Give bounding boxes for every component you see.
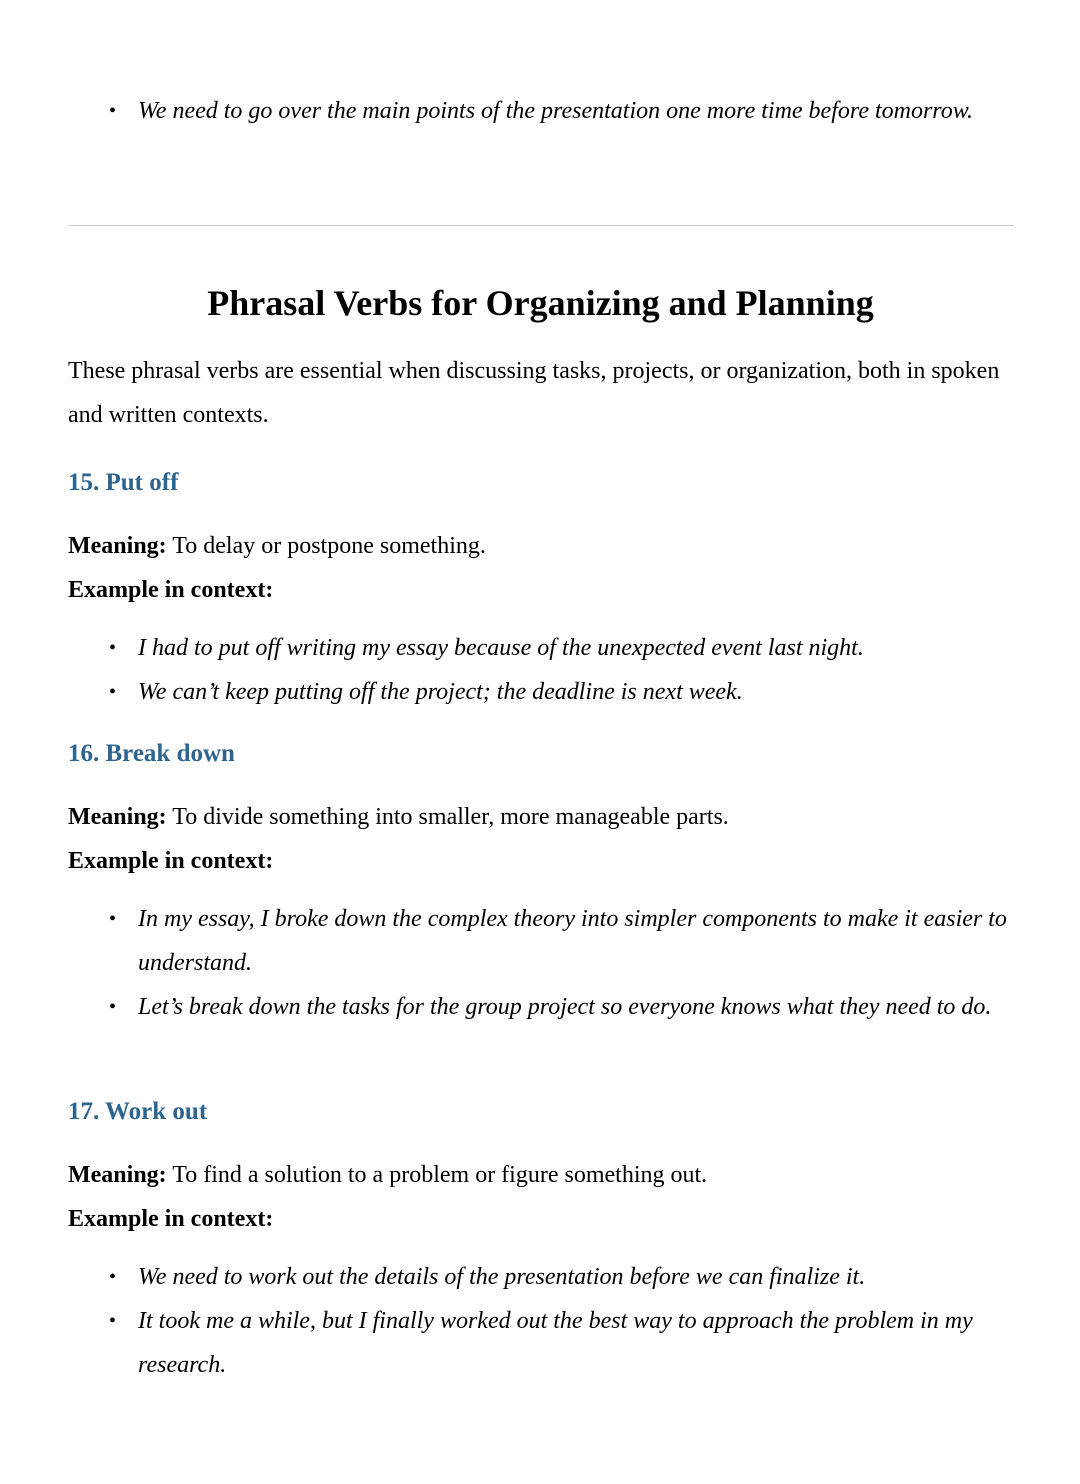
horizontal-divider [68, 225, 1013, 226]
phrasal-verb-heading: 17. Work out [68, 1098, 208, 1125]
example-item [68, 985, 1013, 1029]
example-list [68, 626, 1013, 714]
example-item [68, 897, 1013, 985]
example-label: Example in context: [68, 577, 274, 603]
meaning-text: To find a solution to a problem or figure something out. [172, 1162, 708, 1188]
example-text: I had to put off writing my essay because of the unexpected event last night. [138, 635, 864, 661]
example-item [68, 1255, 1013, 1299]
phrasal-verb-section [68, 1097, 1013, 1387]
bullet-icon: • [109, 908, 117, 930]
previous-section-examples [68, 89, 1013, 133]
section-title: Phrasal Verbs for Organizing and Planning [207, 283, 874, 323]
bullet-icon: • [109, 1266, 117, 1288]
meaning-label: Meaning: [68, 804, 167, 830]
bullet-icon: • [109, 996, 117, 1018]
phrasal-verb-section [68, 468, 1013, 714]
meaning-label: Meaning: [68, 533, 167, 559]
example-label: Example in context: [68, 848, 274, 874]
example-list [68, 89, 1013, 133]
example-list [68, 897, 1013, 1029]
bullet-icon: • [109, 100, 117, 122]
example-list [68, 1255, 1013, 1387]
phrasal-verb-heading: 16. Break down [68, 740, 235, 767]
meaning-line [68, 795, 1013, 839]
meaning-text: To delay or postpone something. [172, 533, 486, 559]
example-label: Example in context: [68, 1206, 274, 1232]
example-item [68, 670, 1013, 714]
meaning-line [68, 524, 1013, 568]
bullet-icon: • [109, 1310, 117, 1332]
example-text: Let’s break down the tasks for the group project so everyone knows what they need to do. [138, 994, 992, 1020]
intro-paragraph: These phrasal verbs are essential when discussing tasks, projects, or organization, both in spoken and written contexts. [68, 358, 1000, 428]
bullet-icon: • [109, 637, 117, 659]
example-text: We can’t keep putting off the project; the deadline is next week. [138, 679, 743, 705]
example-text: We need to go over the main points of the presentation one more time before tomorrow. [138, 98, 973, 124]
example-text: We need to work out the details of the presentation before we can finalize it. [138, 1264, 866, 1290]
example-text: It took me a while, but I finally worked out the best way to approach the problem in my research. [138, 1308, 973, 1378]
phrasal-verb-section [68, 739, 1013, 1029]
meaning-label: Meaning: [68, 1162, 167, 1188]
phrasal-verb-heading: 15. Put off [68, 469, 179, 496]
example-item [68, 89, 1013, 133]
meaning-text: To divide something into smaller, more manageable parts. [172, 804, 729, 830]
example-item [68, 1299, 1013, 1387]
bullet-icon: • [109, 681, 117, 703]
meaning-line [68, 1153, 1013, 1197]
example-item [68, 626, 1013, 670]
example-text: In my essay, I broke down the complex theory into simpler components to make it easier to understand. [138, 906, 1007, 976]
